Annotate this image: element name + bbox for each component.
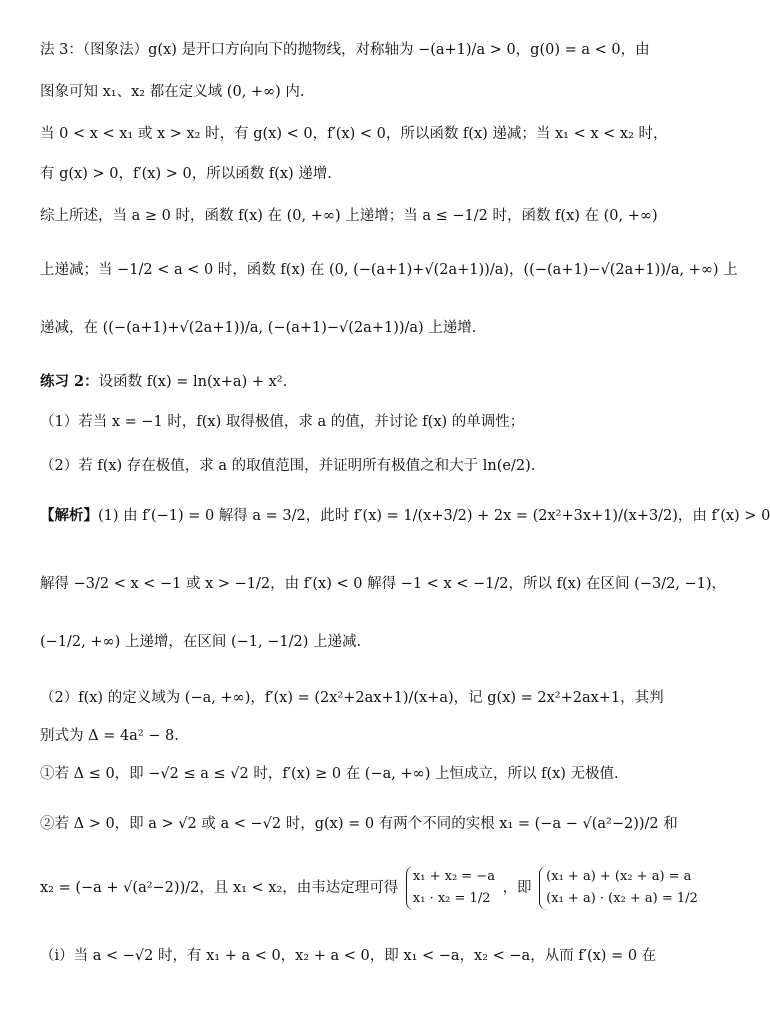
- text-segment: x₂ = (−a + √(a²−2))/2，且 x₁ < x₂，由韦达定理可得: [40, 880, 399, 896]
- text-line: (−1/2, +∞) 上递增，在区间 (−1, −1/2) 上递减.: [40, 634, 362, 650]
- text-line: 图象可知 x₁、x₂ 都在定义域 (0, +∞) 内.: [40, 84, 305, 100]
- text-segment: ，即: [502, 880, 532, 896]
- text-line: （i）当 a < −√2 时，有 x₁ + a < 0，x₂ + a < 0，即 x₁ < −a，x₂ < −a，从而 f′(x) = 0 在: [40, 948, 657, 964]
- question-2: （2）若 f(x) 存在极值，求 a 的取值范围，并证明所有极值之和大于 ln(e/2).: [40, 458, 536, 474]
- question-1: （1）若当 x = −1 时，f(x) 取得极值，求 a 的值，并讨论 f(x) 的单调性；: [40, 414, 525, 430]
- text-line: 有 g(x) > 0，f′(x) > 0，所以函数 f(x) 递增.: [40, 166, 332, 182]
- text-line: 解得 −3/2 < x < −1 或 x > −1/2，由 f′(x) < 0 解得 −1 < x < −1/2，所以 f(x) 在区间 (−3/2, −1)，: [40, 576, 727, 592]
- equation-system: [406, 866, 495, 910]
- text-line: 上递减；当 −1/2 < a < 0 时，函数 f(x) 在 (0, (−(a+1)+√(2a+1))/a)，((−(a+1)−√(2a+1))/a, +∞) 上: [40, 262, 738, 278]
- equation-system: [539, 866, 698, 910]
- text-line: 法 3：（图象法）g(x) 是开口方向向下的抛物线，对称轴为 −(a+1)/a > 0，g(0) = a < 0，由: [40, 42, 650, 58]
- equation: (x₁ + a) + (x₂ + a) = a: [546, 869, 692, 884]
- text-line: ②若 Δ > 0，即 a > √2 或 a < −√2 时，g(x) = 0 有两个不同的实根 x₁ = (−a − √(a²−2))/2 和: [40, 816, 678, 832]
- solution-line: [40, 506, 770, 526]
- equation: (x₁ + a) · (x₂ + a) = 1/2: [546, 891, 698, 906]
- text-line: 别式为 Δ = 4a² − 8.: [40, 728, 179, 744]
- exercise-label: 练习 2：: [40, 373, 99, 390]
- text-line: （2）f(x) 的定义域为 (−a, +∞)，f′(x) = (2x²+2ax+1)/(x+a)，记 g(x) = 2x²+2ax+1，其判: [40, 690, 664, 706]
- vieta-line: [40, 866, 698, 910]
- text-line: 递减，在 ((−(a+1)+√(2a+1))/a, (−(a+1)−√(2a+1))/a) 上递增.: [40, 320, 477, 336]
- solution-text: (1) 由 f′(−1) = 0 解得 a = 3/2，此时 f′(x) = 1/(x+3/2) + 2x = (2x²+3x+1)/(x+3/2)，由 f′(x) > 0: [98, 508, 770, 524]
- equation: x₁ + x₂ = −a: [412, 869, 495, 884]
- equation: x₁ · x₂ = 1/2: [412, 891, 491, 906]
- text-line: 当 0 < x < x₁ 或 x > x₂ 时，有 g(x) < 0，f′(x) < 0，所以函数 f(x) 递减；当 x₁ < x < x₂ 时，: [40, 126, 668, 142]
- exercise-text: 设函数 f(x) = ln(x+a) + x².: [98, 374, 288, 390]
- text-line: 综上所述，当 a ≥ 0 时，函数 f(x) 在 (0, +∞) 上递增；当 a ≤ −1/2 时，函数 f(x) 在 (0, +∞): [40, 208, 658, 224]
- solution-label: 【解析】: [40, 507, 98, 524]
- text-line: ①若 Δ ≤ 0，即 −√2 ≤ a ≤ √2 时，f′(x) ≥ 0 在 (−a, +∞) 上恒成立，所以 f(x) 无极值.: [40, 766, 619, 782]
- exercise-statement: [40, 372, 612, 392]
